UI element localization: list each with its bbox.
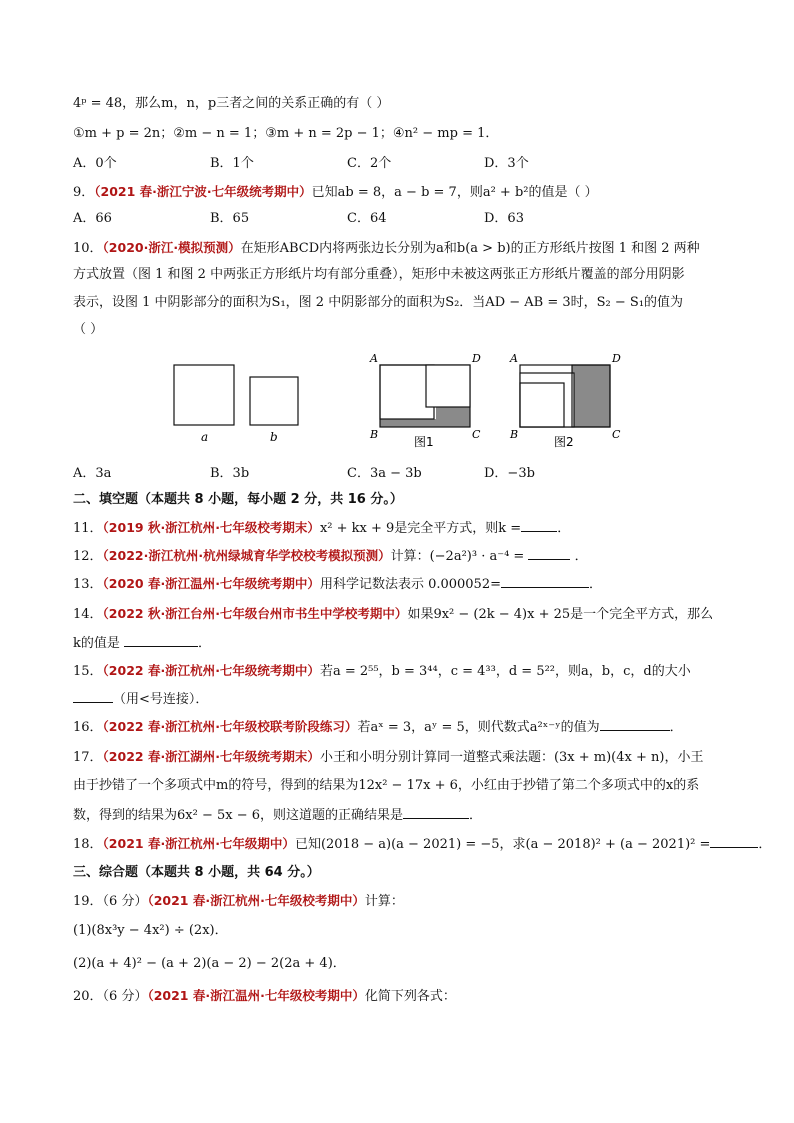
fig1-label-C: C <box>472 428 481 441</box>
q8-line2: ①m + p = 2n；②m − n = 1；③m + n = 2p − 1；④n² − mp = 1． <box>73 126 499 141</box>
q12 <box>73 547 734 566</box>
label-b: b <box>270 430 278 444</box>
q15-line2 <box>73 690 734 709</box>
fig1-square-b <box>426 365 470 407</box>
q10-line4: （ ） <box>73 322 104 337</box>
fig1-caption: 图1 <box>414 435 434 449</box>
fig2-shade <box>572 365 610 427</box>
q9-text: 已知ab = 8，a − b = 7，则a² + b²的值是（ ） <box>311 185 598 200</box>
figure-2 <box>509 352 621 449</box>
q12-answer-blank[interactable] <box>528 547 570 560</box>
q11 <box>73 519 734 538</box>
q8-option-d[interactable]: D．3个 <box>484 156 529 171</box>
q18-text: 已知(2018 − a)(a − 2021) = −5，求(a − 2018)² + (a − 2021)² = <box>294 837 711 852</box>
q13-answer-blank[interactable] <box>501 575 589 588</box>
q16-tail: ． <box>669 720 683 735</box>
q19-text: 计算： <box>364 894 404 909</box>
q12-number: 12． <box>73 549 103 564</box>
q15 <box>73 662 734 681</box>
q9-option-d[interactable]: D．63 <box>484 211 524 226</box>
q8-line1: 4ᵖ = 48，那么m，n，p三者之间的关系正确的有（ ） <box>73 96 390 111</box>
q13-tail: ． <box>589 577 603 592</box>
q9-source: （2021 春·浙江宁波·七年级统考期中） <box>94 184 312 199</box>
q19-number: 19．（6 分） <box>73 894 148 909</box>
q17-tail: ． <box>469 808 483 823</box>
q15-number: 15． <box>73 664 103 679</box>
q10-line1 <box>73 239 734 258</box>
q18-answer-blank[interactable] <box>710 835 758 848</box>
q11-number: 11． <box>73 521 103 536</box>
fig2-square-a <box>520 373 574 427</box>
q18-number: 18． <box>73 837 103 852</box>
q10-option-c[interactable]: C．3a − 3b <box>347 466 422 481</box>
q19 <box>73 892 734 911</box>
q16-answer-blank[interactable] <box>600 718 670 731</box>
q17-line2: 由于抄错了一个多项式中m的符号，得到的结果为12x² − 17x + 6，小红由于抄错了第二个多项式中的x的系 <box>73 778 700 793</box>
q20-source: （2021 春·浙江温州·七年级校考期中） <box>147 988 365 1003</box>
q10-figure <box>160 345 630 455</box>
q11-source: （2019 秋·浙江杭州·七年级校考期末） <box>102 520 320 535</box>
q15-text: 若a = 2⁵⁵，b = 3⁴⁴，c = 4³³，d = 5²²，则a，b，c，d的大小 <box>319 664 691 679</box>
q10-source: （2020·浙江·模拟预测） <box>102 240 241 255</box>
q15-text-2: （用<号连接）． <box>113 692 209 707</box>
q20-number: 20．（6 分） <box>73 989 148 1004</box>
q8-option-a[interactable]: A．0个 <box>73 156 117 171</box>
q10-line3: 表示，设图 1 中阴影部分的面积为S₁，图 2 中阴影部分的面积为S₂．当AD − AB = 3时，S₂ − S₁的值为 <box>73 295 684 310</box>
fig2-label-A: A <box>510 352 518 365</box>
q15-answer-blank[interactable] <box>73 690 113 703</box>
fig2-label-C: C <box>612 428 621 441</box>
q16-text: 若aˣ = 3，aʸ = 5，则代数式a²ˣ⁻ʸ的值为 <box>357 720 600 735</box>
q20 <box>73 987 734 1006</box>
q10-option-d[interactable]: D．−3b <box>484 466 535 481</box>
fig2-caption: 图2 <box>554 435 574 449</box>
q13-text: 用科学记数法表示 0.000052= <box>319 577 501 592</box>
section-2-heading: 二、填空题（本题共 8 小题，每小题 2 分，共 16 分。） <box>73 492 403 507</box>
square-b <box>250 377 298 425</box>
q17-source: （2022 春·浙江湖州·七年级统考期末） <box>102 749 320 764</box>
q10-option-b[interactable]: B．3b <box>210 466 250 481</box>
q20-text: 化简下列各式： <box>364 989 456 1004</box>
q14-number: 14． <box>73 607 103 622</box>
q17-text: 小王和小明分别计算同一道整式乘法题：(3x + m)(4x + n)，小王 <box>319 750 704 765</box>
q9-option-a[interactable]: A．66 <box>73 211 112 226</box>
fig2-label-D: D <box>612 352 621 365</box>
q14-source: （2022 秋·浙江台州·七年级台州市书生中学校考期中） <box>102 606 408 621</box>
fig1-label-B: B <box>370 428 379 441</box>
q17-text-3: 数，得到的结果为6x² − 5x − 6，则这道题的正确结果是 <box>73 808 404 823</box>
q14-line2 <box>73 634 734 653</box>
q16-source: （2022 春·浙江杭州·七年级校联考阶段练习） <box>102 719 358 734</box>
q17-answer-blank[interactable] <box>403 806 469 819</box>
q9-number: 9． <box>73 185 95 200</box>
q17-line3 <box>73 806 734 825</box>
q18-source: （2021 春·浙江杭州·七年级期中） <box>102 836 295 851</box>
q15-source: （2022 春·浙江杭州·七年级统考期中） <box>102 663 320 678</box>
q13-source: （2020 春·浙江温州·七年级统考期中） <box>102 576 320 591</box>
q8-option-b[interactable]: B．1个 <box>210 156 254 171</box>
q8-option-c[interactable]: C．2个 <box>347 156 392 171</box>
q9-option-b[interactable]: B．65 <box>210 211 250 226</box>
q14-answer-blank[interactable] <box>124 634 198 647</box>
q10-number: 10． <box>73 241 103 256</box>
q13-number: 13． <box>73 577 103 592</box>
q11-answer-blank[interactable] <box>521 519 557 532</box>
q14 <box>73 605 734 624</box>
q14-text-2: k的值是 <box>73 636 120 651</box>
q17-number: 17． <box>73 750 103 765</box>
q19-part1: (1)(8x³y − 4x²) ÷ (2x)． <box>73 923 228 938</box>
q16-number: 16． <box>73 720 103 735</box>
fig2-label-B: B <box>510 428 519 441</box>
q12-tail: ． <box>574 549 588 564</box>
q19-source: （2021 春·浙江杭州·七年级校考期中） <box>147 893 365 908</box>
q12-text: 计算：(−2a²)³ · a⁻⁴ = <box>390 549 525 564</box>
q10-line2: 方式放置（图 1 和图 2 中两张正方形纸片均有部分重叠），矩形中未被这两张正方形纸片覆盖的部分用阴影 <box>73 267 685 282</box>
figure-1 <box>369 352 481 449</box>
fig1-shade-corner <box>436 407 470 427</box>
q19-part2: (2)(a + 4)² − (a + 2)(a − 2) − 2(2a + 4)． <box>73 956 346 971</box>
q18 <box>73 835 772 854</box>
q17 <box>73 748 734 767</box>
fig1-label-D: D <box>472 352 481 365</box>
q16 <box>73 718 734 737</box>
section-3-heading: 三、综合题（本题共 8 小题，共 64 分。） <box>73 865 320 880</box>
q10-text-1: 在矩形ABCD内将两张边长分别为a和b(a > b)的正方形纸片按图 1 和图 2 两种 <box>240 241 700 256</box>
q12-source: （2022·浙江杭州·杭州绿城育华学校校考模拟预测） <box>102 548 391 563</box>
q11-text: x² + kx + 9是完全平方式，则k = <box>319 521 522 536</box>
q9-option-c[interactable]: C．64 <box>347 211 387 226</box>
q14-tail: ． <box>198 636 212 651</box>
q18-tail: ． <box>758 837 772 852</box>
q11-tail: ． <box>557 521 571 536</box>
q14-text: 如果9x² − (2k − 4)x + 25是一个完全平方式，那么 <box>407 607 714 622</box>
q9-question <box>73 183 734 202</box>
q13 <box>73 575 734 594</box>
label-a: a <box>201 430 209 444</box>
fig1-label-A: A <box>370 352 378 365</box>
square-a <box>174 365 234 425</box>
q10-option-a[interactable]: A．3a <box>73 466 112 481</box>
